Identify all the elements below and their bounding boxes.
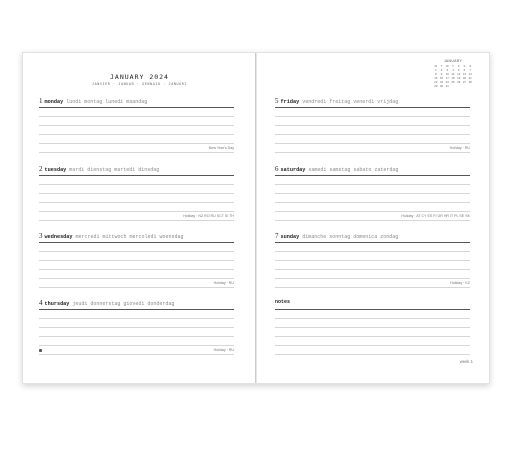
planner-spread — [22, 52, 490, 384]
mini-calendar-day: 8 — [435, 72, 437, 76]
day-header — [275, 165, 398, 173]
day-header — [39, 97, 147, 105]
day-block-friday — [275, 97, 470, 153]
day-number: 1 — [39, 97, 43, 105]
mini-calendar-day: 17 — [445, 76, 449, 80]
mini-calendar — [433, 59, 473, 88]
month-title: JANUARY 2024 — [110, 73, 169, 81]
mini-calendar-day: 27 — [462, 80, 466, 84]
day-translations: vendredi freitag venerdì vrijdag — [302, 99, 399, 105]
day-translations: lundi montag lunedì maandag — [66, 99, 148, 105]
mini-calendar-day: 28 — [468, 80, 472, 84]
day-name: friday — [280, 99, 300, 105]
mini-calendar-title: JANUARY — [443, 59, 463, 63]
day-header — [39, 299, 174, 307]
day-name: monday — [44, 99, 64, 105]
day-name: tuesday — [44, 167, 67, 173]
day-name: sunday — [280, 234, 300, 240]
day-translations: jeudi donnerstag giovedì donderdag — [72, 301, 175, 307]
mini-calendar-day: 4 — [452, 68, 454, 72]
notes-label: notes — [275, 299, 291, 305]
mini-calendar-day: 3 — [446, 68, 449, 72]
right-page — [257, 53, 489, 383]
mini-calendar-day: 25 — [451, 80, 455, 84]
mini-calendar-day: 21 — [468, 76, 472, 80]
mini-calendar-weekday: T — [452, 64, 454, 68]
day-name: wednesday — [44, 234, 73, 240]
day-number: 4 — [39, 299, 43, 307]
mini-calendar-day: 24 — [445, 80, 449, 84]
mini-calendar-day: 22 — [434, 80, 438, 84]
mini-calendar-day: 12 — [457, 72, 461, 76]
mini-calendar-day: 30 — [440, 84, 444, 88]
mini-calendar-day: 5 — [457, 68, 460, 72]
day-number: 3 — [39, 232, 43, 240]
day-translations: mardi dienstag martedì dinsdag — [69, 167, 160, 173]
day-block-tuesday — [39, 165, 234, 221]
mini-calendar-day: 20 — [462, 76, 466, 80]
day-number: 5 — [275, 97, 279, 105]
mini-calendar-weekday: T — [440, 64, 443, 68]
notes-block — [275, 299, 470, 355]
left-page — [23, 53, 257, 383]
day-header — [39, 165, 159, 173]
mini-calendar-day: 11 — [451, 72, 455, 76]
day-name: saturday — [280, 167, 306, 173]
mini-calendar-day: 9 — [440, 72, 443, 76]
mini-calendar-weekday: S — [469, 64, 472, 68]
day-header — [39, 232, 184, 240]
mini-calendar-weekday: W — [445, 64, 449, 68]
mini-calendar-day: 31 — [445, 84, 449, 88]
month-subtitle: JANVIER · JANUAR · GENNAIO · JANUARI — [91, 82, 188, 86]
mini-calendar-day: 23 — [440, 80, 444, 84]
mini-calendar-day: 15 — [434, 76, 438, 80]
mini-calendar-weekday: M — [434, 64, 438, 68]
holiday-note: Holiday · NZ RO RU SCT SI TH — [183, 214, 234, 218]
day-header — [275, 97, 398, 105]
day-number: 7 — [275, 232, 279, 240]
mini-calendar-day: 13 — [462, 72, 466, 76]
day-block-monday — [39, 97, 234, 153]
day-header — [275, 232, 398, 240]
day-name: thursday — [44, 301, 70, 307]
mini-calendar-day: 19 — [457, 76, 461, 80]
day-block-saturday — [275, 165, 470, 221]
day-translations: mercredi mittwoch mercoledì woensdag — [75, 234, 184, 240]
holiday-note: Holiday · KZ — [450, 281, 470, 285]
mini-calendar-day: 16 — [440, 76, 444, 80]
mini-calendar-day: 10 — [445, 72, 449, 76]
holiday-note: Holiday · RU — [449, 146, 470, 150]
mini-calendar-day: 1 — [435, 68, 437, 72]
mini-calendar-weekday: S — [463, 64, 466, 68]
mini-calendar-day: 18 — [451, 76, 455, 80]
holiday-note: Holiday · RU — [213, 348, 234, 352]
day-translations: dimanche sonntag domenica zondag — [302, 234, 399, 240]
day-translations: samedi samstag sabato zaterdag — [308, 167, 399, 173]
mini-calendar-day: 14 — [468, 72, 472, 76]
mini-calendar-day: 2 — [440, 68, 443, 72]
mini-calendar-day: 26 — [457, 80, 461, 84]
mini-calendar-weekday: F — [457, 64, 460, 68]
holiday-note: Holiday · RU — [213, 281, 234, 285]
day-block-thursday — [39, 299, 234, 355]
mini-calendar-day: 7 — [469, 68, 471, 72]
day-number: 6 — [275, 165, 279, 173]
holiday-note: New Year's Day — [208, 146, 234, 150]
week-number: week 1 — [459, 359, 473, 364]
mini-calendar-day: 6 — [463, 68, 466, 72]
mini-calendar-day: 29 — [434, 84, 438, 88]
day-block-sunday — [275, 232, 470, 288]
day-number: 2 — [39, 165, 43, 173]
holiday-note: Holiday · AT CY ES FI GR HR IT PL SE SK — [401, 214, 470, 218]
page-corner-mark — [39, 349, 42, 352]
mini-calendar-grid — [433, 64, 473, 88]
day-block-wednesday — [39, 232, 234, 288]
